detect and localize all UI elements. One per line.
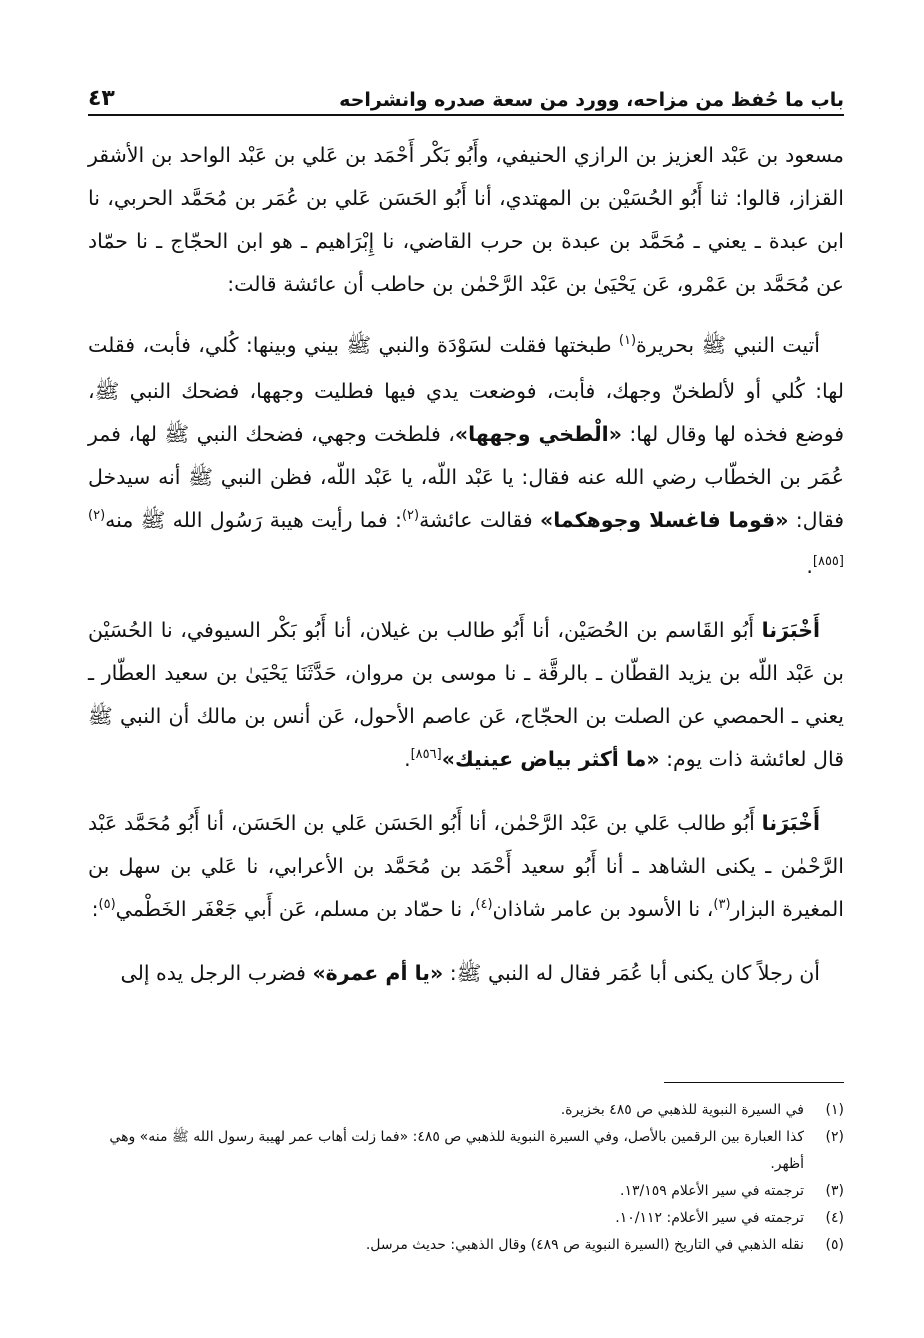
hadith-number: (٢)[٨٥٥]	[88, 508, 844, 569]
paragraph-1-text: مسعود بن عَبْد العزيز بن الرازي الحنيفي، وأَبُو بَكْر أَحْمَد بن عَلي بن عَبْد الواحد بن الأشقر القزاز، قالوا: ثنا أَبُو الحُسَيْن بن المهتدي، أنا أَبُو الحَسَن عَلي بن عُمَر بن مُحَمَّد الحربي، نا ابن عبدة ـ يعني ـ مُحَمَّد بن عبدة بن حرب القاضي، نا إِبْرَاهيم ـ هو ابن الحجّاج ـ نا حمّاد عن مُحَمَّد بن عَمْرو، عَن يَحْيَىٰ بن عَبْد الرَّحْمٰن بن حاطب أن عائشة قالت:	[88, 143, 844, 296]
p2-text-c: ، فلطخت وجهي، فضحك النبي ﷺ لها، فمر عُمَر بن الخطّاب رضي الله عنه فقال: يا عَبْد اللّه، يا عَبْد اللّه، فظن النبي ﷺ أنه سيدخل فقال:	[88, 422, 844, 532]
p5-text-a: أن رجلاً كان يكنى أبا عُمَر فقال له النبي ﷺ:	[443, 961, 820, 985]
hadith-number: [٨٥٦]	[410, 747, 442, 762]
paragraph-3	[88, 609, 844, 784]
isnad-lead-word: أَخْبَرَنا	[761, 618, 820, 642]
footnote-ref-4[interactable]: (٤)	[475, 897, 493, 912]
footnote-number: (٥)	[825, 1237, 844, 1253]
footnote-text: كذا العبارة بين الرقمين بالأصل، وفي السيرة النبوية للذهبي ص ٤٨٥: «فما زلت أهاب عمر لهيبة رسول الله ﷺ منه» وهي أظهر.	[109, 1129, 804, 1172]
footnote-number: (٤)	[825, 1210, 844, 1226]
paragraph-1	[88, 134, 844, 306]
p4-end: :	[91, 897, 99, 921]
hadith-quote: «الْطخي وجهها»	[454, 422, 622, 446]
footnote-text: نقله الذهبي في التاريخ (السيرة النبوية ص ٤٨٩) وقال الذهبي: حديث مرسل.	[365, 1237, 804, 1253]
p5-text-b: فضرب الرجل يده إلى	[120, 961, 313, 985]
footnote-text: في السيرة النبوية للذهبي ص ٤٨٥ بخزيرة.	[560, 1102, 804, 1118]
p2-end: .	[806, 554, 813, 578]
page-number: ٤٣	[88, 86, 115, 111]
footnote-divider	[664, 1082, 844, 1083]
p3-text-a: أَبُو القَاسم بن الحُصَيْن، أنا أَبُو طالب بن غيلان، أنا أَبُو بَكْر السيوفي، نا الحُسَيْن بن عَبْد اللّه بن يزيد القطّان ـ بالرقَّة ـ نا موسى بن مروان، حَدَّثَنَا يَحْيَىٰ بن سعيد العطّار ـ يعني ـ الحمصي عن الصلت بن الحجّاج، عَن عاصم الأحول، عَن أنس بن مالك أن النبي ﷺ قال لعائشة ذات يوم:	[88, 618, 844, 771]
paragraph-4	[88, 802, 844, 934]
footnote-ref-2[interactable]: (٢)	[401, 508, 420, 523]
footnotes	[88, 1082, 844, 1259]
footnote-item	[88, 1124, 844, 1178]
footnote-ref-5[interactable]: (٥)	[98, 897, 116, 912]
footnote-text: ترجمته في سير الأعلام: ١٠/١١٢.	[615, 1210, 804, 1226]
footnote-number: (١)	[825, 1102, 844, 1118]
p3-end: .	[404, 747, 411, 771]
page	[88, 70, 844, 995]
footnote-item	[88, 1178, 844, 1205]
footnote-number: (٢)	[825, 1129, 844, 1145]
footnote-text: ترجمته في سير الأعلام ١٣/١٥٩.	[620, 1183, 804, 1199]
p2-text-b: طبختها فقلت لسَوْدَة والنبي ﷺ بيني وبينها: كُلي، فأبت، فقلت لها: كُلي أو لألطخنّ وجهك، فأبت، فوضعت يدي فيها فطليت وجهها، فضحك النبي ﷺ، فوضع فخذه لها وقال لها:	[88, 333, 844, 446]
chapter-title: باب ما حُفظ من مزاحه، وورد من سعة صدره وانشراحه	[339, 89, 844, 111]
paragraph-2	[88, 324, 844, 591]
footnote-ref-3[interactable]: (٣)	[713, 897, 731, 912]
paragraph-5	[88, 952, 844, 995]
p2-text-a: أتيت النبي ﷺ بحريرة	[636, 333, 821, 357]
p4-text-c: ، نا حمّاد بن مسلم، عَن أَبي جَعْفَر الخَطْمي	[115, 897, 476, 921]
hadith-quote: «قوما فاغسلا وجوهكما»	[539, 508, 789, 532]
main-text	[88, 134, 844, 995]
footnote-item	[88, 1097, 844, 1124]
footnote-item	[88, 1205, 844, 1232]
p2-text-d: فقالت عائشة	[419, 508, 540, 532]
footnote-item	[88, 1232, 844, 1259]
footnote-ref-1[interactable]: (١)	[618, 333, 637, 348]
footnote-number: (٣)	[825, 1183, 844, 1199]
isnad-lead-word: أَخْبَرَنا	[761, 811, 820, 835]
p4-text-b: ، نا الأسود بن عامر شاذان	[492, 897, 714, 921]
p4-text-a: أَبُو طالب عَلي بن عَبْد الرَّحْمٰن، أنا أَبُو الحَسَن عَلي بن الحَسَن، أنا أَبُو مُحَمَّد عَبْد الرَّحْمٰن ـ يكنى الشاهد ـ أنا أَبُو سعيد أَحْمَد بن مُحَمَّد بن الأعرابي، نا عَلي بن سهل بن المغيرة البزار	[88, 811, 844, 921]
running-header	[88, 70, 844, 116]
p2-text-e: : فما رأيت هيبة رَسُول الله ﷺ منه	[105, 508, 402, 532]
hadith-quote: «ما أكثر بياض عينيك»	[441, 747, 660, 771]
hadith-quote: «يا أم عمرة»	[312, 961, 444, 985]
